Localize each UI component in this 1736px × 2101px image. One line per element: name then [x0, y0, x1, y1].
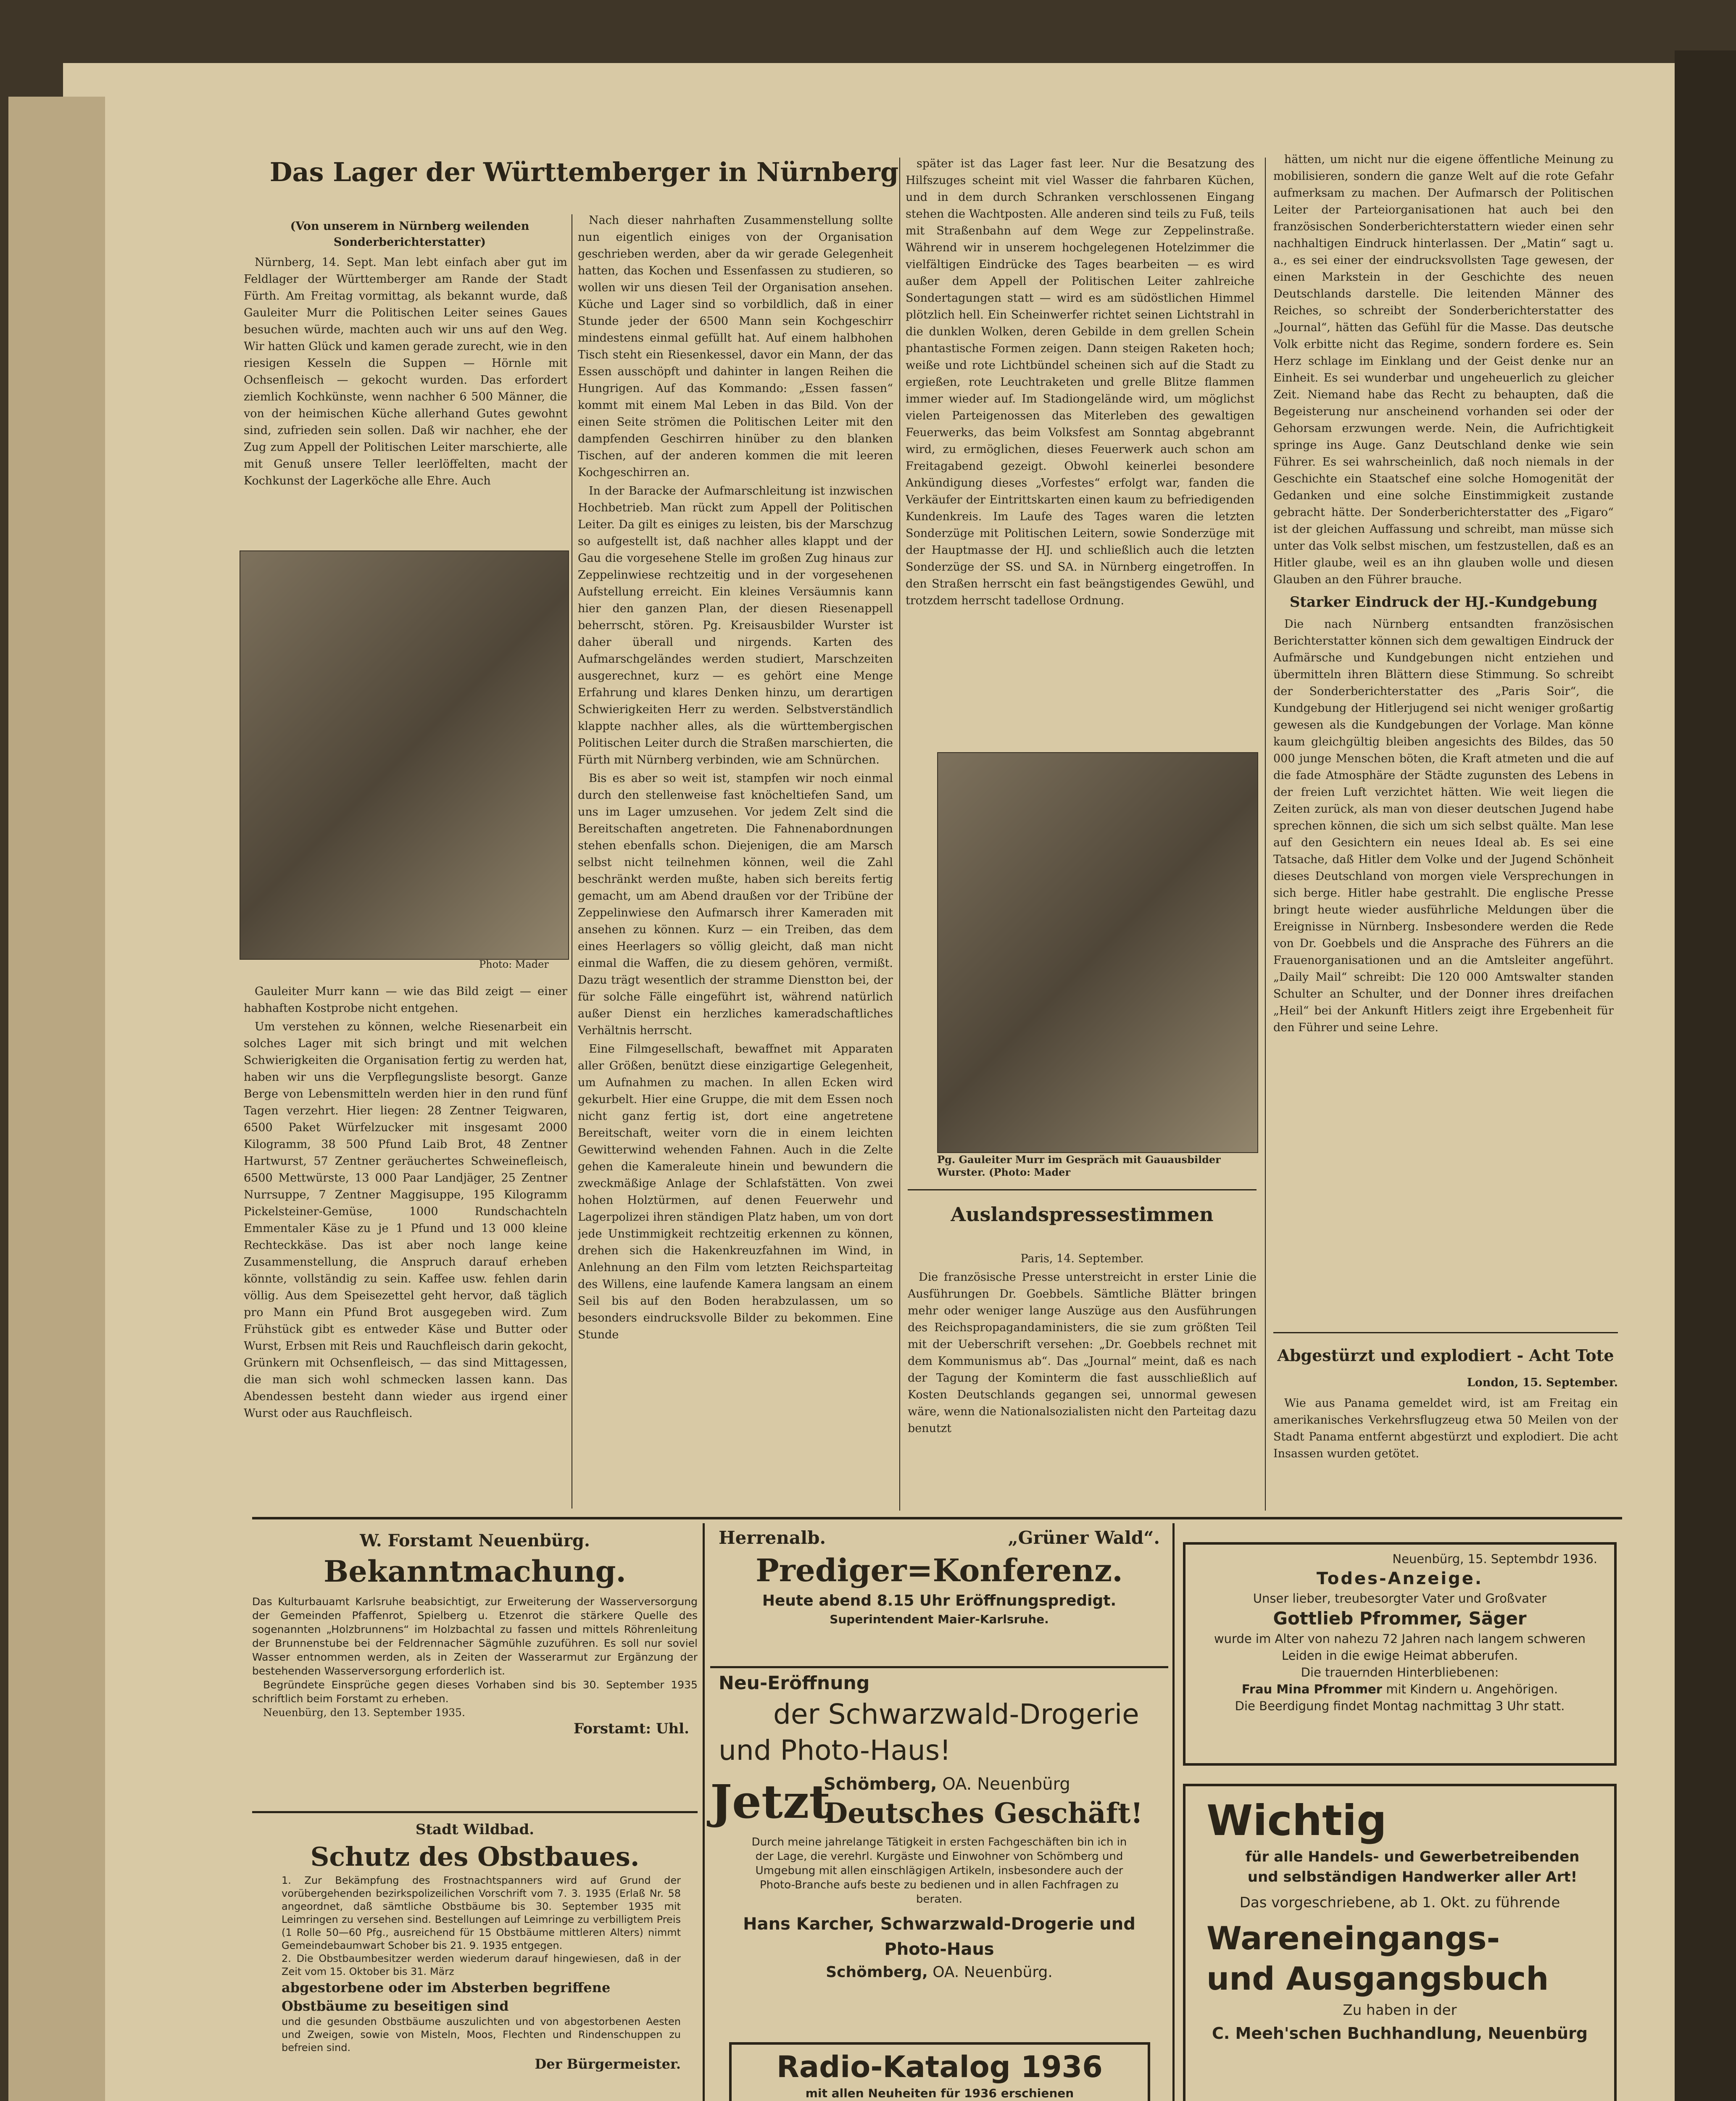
- ad-place-town: Schömberg,: [826, 1964, 928, 1981]
- paragraph: Eine Filmgesellschaft, bewaffnet mit Apparaten aller Größen, benützt diese einzigartige Gelegenheit, um Aufnahmen zu machen. In allen Ecken wird gekurbelt. Hier eine Gruppe, die mit dem Essen noch nicht ganz fertig ist, dort eine angetretene Bereitschaft, weiter vorn die in einem leichten Gewitterwind wehenden Fahnen. Auch in die Zelte gehen die Kameraleute hinein und bewundern die zweckmäßige Anlage der Schlafstätten. Von zwei hohen Holztürmen, auf denen Feuerwehr und Lagerpolizei ihren ständigen Platz haben, um von dort jede Unstimmigkeit rechtzeitig erkennen zu können, drehen sich die Hakenkreuzfahnen im Wind, in Anlehnung an den Film vom letzten Reichsparteitag des Willens, eine laufende Kamera langsam an einem Seil bis auf den Boden herabzulassen, um so besonders eindrucksvolle Bilder zu bekommen. Eine Stunde: [578, 1043, 893, 1341]
- ad-headline: Radio-Katalog 1936: [777, 2050, 1103, 2084]
- ad-text: Das vorgeschriebene, ab 1. Okt. zu führende: [1239, 1894, 1560, 1911]
- ad-place-town: Schömberg,: [824, 1775, 937, 1794]
- binding-edge: [8, 97, 105, 2101]
- ausland-text: [908, 1269, 1257, 1509]
- ad-text: und die gesunden Obstbäume auszulichten und von abgestorbenen Aesten und Zweigen, sowie von Misteln, Moos, Flechten und Rindenschuppen zu befreien sind.: [282, 2016, 681, 2054]
- scan-edge: [1675, 50, 1736, 2101]
- ad-widow-rest: mit Kindern u. Angehörigen.: [1386, 1682, 1558, 1696]
- paragraph: In der Baracke der Aufmarschleitung ist inzwischen Hochbetrieb. Man rückt zum Appell der Politischen Leiter. Da gilt es einiges zu leisten, bis der Marschzug so aufgestellt ist, daß nachher alles klappt und der Gau die vorgesehene Stelle im großen Zug hinaus zur Zeppelinwiese rechtzeitig und in der vorgesehenen Aufstellung erreicht. Ein kleines Versäumnis kann hier den ganzen Plan, der diesen Riesenappell beherrscht, stören. Pg. Kreisausbilder Wurster ist daher überall und nirgends. Karten des Aufmarschgeländes werden studiert, Marschzeiten ausgerechnet, kurz — es gehört eine Menge Erfahrung und klares Denken hinzu, um derartigen Schwierigkeiten Herr zu werden. Selbstverständlich klappte nachher alles, als die württembergischen Politischen Leiter durch die Straßen marschierten, die Fürth mit Nürnberg verbinden, wie am Schnürchen.: [578, 484, 893, 766]
- ad-text: 2. Die Obstbaumbesitzer werden wiederum darauf hingewiesen, daß in der Zeit vom 15. Oktober bis 31. März: [282, 1953, 681, 1977]
- ad-headline: Schutz des Obstbaues.: [310, 1841, 640, 1872]
- photo-kitchen: [240, 550, 569, 960]
- ad-text: für alle Handels- und Gewerbetreibenden: [1245, 1848, 1580, 1865]
- article-title: Das Lager der Württemberger in Nürnberg: [269, 157, 899, 187]
- ad-title: Todes-Anzeige.: [1316, 1569, 1483, 1588]
- ad-title-line: [710, 1525, 1168, 1551]
- paragraph: Nürnberg, 14. Sept. Man lebt einfach aber gut im Feldlager der Württemberger am Rande der Stadt Fürth. Am Freitag vormittag, als bekannt wurde, daß Gauleiter Murr die Politischen Leiter seines Gaues besuchen würde, machten auch wir uns auf den Weg. Wir hatten Glück und kamen gerade zurecht, wie in den riesigen Kesseln die Suppen — Hörnle mit Ochsenfleisch — gekocht wurden. Das erfordert ziemlich Kochkünste, wenn nachher 6 500 Männer, die von der heimischen Küche allerhand Gutes gewohnt sind, zufrieden sein sollen. Daß wir nachher, ehe der Zug zum Appell der Politischen Leiter marschierte, alle mit Genuß unsere Teller leerlöffelten, macht der Kochkunst der Lagerköche alle Ehre. Auch: [244, 256, 567, 487]
- ad-slogan: Deutsches Geschäft!: [824, 1797, 1143, 1830]
- photo-credit: (Photo: Mader: [989, 1166, 1071, 1178]
- ad-drogerie: [710, 1670, 1168, 2032]
- article-col2: [578, 212, 893, 1511]
- ad-place: [824, 1773, 1168, 1796]
- article-col1-top: [244, 254, 567, 548]
- ad-signature: Der Bürgermeister.: [535, 2056, 681, 2072]
- ad-rule: [252, 1811, 698, 1813]
- ad-text: Durch meine jahrelange Tätigkeit in ersten Fachgeschäften bin ich in der Lage, die verehrl. Kurgäste und Einwohner von Schömberg und Umgebung mit allen einschlägigen Artikeln, insbesondere auch der Photo-Branche aufs beste zu bedienen und in allen Fachfragen zu beraten.: [751, 1836, 1127, 1906]
- ad-wichtig: [1183, 1784, 1617, 2101]
- ad-col-rule: [703, 1523, 705, 2101]
- ad-title: W. Forstamt Neuenbürg.: [360, 1531, 590, 1551]
- photo-gauleiter: [937, 752, 1258, 1153]
- ad-survivors: [1185, 1681, 1614, 1698]
- article-col3: [906, 155, 1254, 735]
- subheading: Starker Eindruck der HJ.-Kundgebung: [1289, 594, 1598, 611]
- byline-line: Sonderberichterstatter): [333, 236, 486, 249]
- ad-text: Das Kulturbauamt Karlsruhe beabsichtigt, zur Erweiterung der Wasserversorgung der Gemeinden Pfaffenrot, Spielberg u. Etzenrot die stärkere Quelle des sogenannten „Holzbrunnens“ im Holzbachtal zu fassen und mittels Röhrenleitung der Brunnenstube bei der Feldrennacher Sägmühle zuzuführen. Es soll nur soviel Wasser entnommen werden, als in Zeiten der Wasserarmut zur Ergänzung der bestehenden Wasserversorgung erforderlich ist.: [252, 1595, 698, 1677]
- article-col4: [1273, 151, 1614, 1156]
- ad-text: Zu haben in der: [1343, 2002, 1457, 2019]
- ad-headline: Prediger=Konferenz.: [756, 1553, 1123, 1589]
- ad-bold: abgestorbene oder im Absterben begriffene Obstbäume zu beseitigen sind: [282, 1980, 611, 2014]
- ad-signature: Forstamt: Uhl.: [574, 1720, 689, 1737]
- ad-herrenalb: [710, 1525, 1168, 1664]
- ad-jetzt-right: [824, 1773, 1168, 1831]
- section-rule: [1273, 1332, 1618, 1333]
- ad-jetzt: Jetzt: [710, 1775, 831, 1829]
- ad-place-district: OA. Neuenbürg.: [933, 1964, 1053, 1981]
- ad-rule: [710, 1666, 1168, 1668]
- paragraph: Die französische Presse unterstreicht in erster Linie die Ausführungen Dr. Goebbels. Sämtliche Blätter bringen mehr oder weniger lange Auszüge aus den Ausführungen des Reichspropagandaministers, die sie zum größten Teil mit der Ueberschrift versehen: „Dr. Goebbels rechnet mit dem Kommunismus ab“. Das „Journal“ meint, daß es nach der Tagung der Kominterm die fast ausschließlich auf Kosten Deutschlands gegangen sei, unnormal gewesen wäre, wenn die Nationalsozialisten nicht den Parteitag dazu benutzt: [908, 1271, 1257, 1435]
- ad-headline: Bekanntmachung.: [324, 1554, 626, 1589]
- paragraph: hätten, um nicht nur die eigene öffentliche Meinung zu mobilisieren, sondern die ganze Welt auf die rote Gefahr aufmerksam zu machen. Der Aufmarsch der Politischen Leiter der Parteiorganisationen hat auch bei den französischen Sonderberichterstattern wieder einen sehr nachhaltigen Eindruck hinterlassen. Der „Matin“ sagt u. a., es sei einer der eindrucksvollsten Tage gewesen, der einen Markstein in der Geschichte des neuen Deutschlands darstelle. Die leitenden Männer des Reiches, so schreibt der Sonderberichterstatter des „Journal“, hätten das Gefühl für die Masse. Das deutsche Volk erbitte nicht das Regime, sondern fordere es. Sein Herz schlage im Einklang und der Geist denke nur an Einheit. Es sei wunderbar und ungeheuerlich zu gleicher Zeit. Niemand habe das Recht zu behaupten, daß die Begeisterung nur anscheinend vorhanden sei oder der Gehorsam erzwungen werde. Nein, die Aufrichtigkeit springe ins Auge. Ganz Deutschland denke wie sein Führer. Es sei wahrscheinlich, daß noch niemals in der Geschichte ein Staatschef eine solche Homogenität der Gedanken und eine solche Einstimmigkeit zustande gebracht hätte. Der Sonderberichterstatter des „Figaro“ ist der gleichen Auffassung und schreibt, man müsse sich unter das Volk selbst mischen, um festzustellen, daß es an Hitler glaube, weil es an ihn glauben wolle und diesen Glauben an den Führer brauche.: [1273, 153, 1614, 586]
- ad-jetzt-row: [710, 1773, 1168, 1831]
- crash-text: [1273, 1395, 1618, 1509]
- ad-date: Neuenbürg, den 13. September 1935.: [263, 1706, 465, 1719]
- section-rule: [908, 1189, 1257, 1190]
- ad-text: und selbständigen Handwerker aller Art!: [1247, 1869, 1578, 1885]
- paragraph: Die nach Nürnberg entsandten französischen Berichterstatter können sich dem gewaltigen Eindruck der Aufmärsche und Kundgebungen nicht entziehen und übermitteln ihren Blättern diese Stimmung. So schreibt der Sonderberichterstatter des „Paris Soir“, die Kundgebung der Hitlerjugend sei nicht weniger großartig gewesen als die Kundgebungen der Vorlage. Man könne kaum gleichgültig bleiben angesichts des Bildes, das 50 000 junge Menschen böten, die Kraft atmeten und die auf die fade Atmosphäre der Städte zugunsten des Lebens in der freien Luft verzichtet hätten. Wie weit liegen die Zeiten zurück, als man von dieser deutschen Jugend habe sprechen können, die sich um sich selbst quälte. Man lese auf den Gesichtern ein neues Ideal ab. Es sei eine Tatsache, daß Hitler dem Volke und der Jugend Schönheit dieses Deutschland von morgen viele Versprechungen in sich berge. Hitler habe gestrahlt. Die englische Presse bringt heute wieder ausführliche Meldungen über die Ereignisse in Nürnberg. Insbesondere werden die Rede von Dr. Goebbels und die Ansprache des Führers an die Frauenorganisationen und an die Amtsleiter angeführt. „Daily Mail“ schreibt: Die 120 000 Amtswalter standen Schulter an Schulter, und der Donner ihres dreifachen „Heil“ bei der Ankunft Hitlers zeigt ihre Ergebenheit für den Führer und seine Lehre.: [1273, 618, 1614, 1034]
- ad-text: wurde im Alter von nahezu 72 Jahren nach langem schweren Leiden in die ewige Heimat abberufen.: [1214, 1632, 1586, 1663]
- ad-name: der Schwarzwald-Drogerie: [773, 1698, 1139, 1730]
- paragraph: Nach dieser nahrhaften Zusammenstellung sollte nun eigentlich einiges von der Organisation geschrieben werden, aber da wir gerade Gelegenheit hatten, das Kochen und Essenfassen zu studieren, so wollen wir uns diesen Teil der Organisation ansehen. Küche und Lager sind so vorbildlich, daß in einer Stunde jeder der 6500 Mann sein Kochgeschirr mindestens einmal gefüllt hat. Auf einem halbhohen Tisch steht ein Riesenkessel, davor ein Mann, der das Essen ausschöpft und dahinter in langen Reihen die Hungrigen. Auf das Kommando: „Essen fassen“ kommt mit einem Mal Leben in das Bild. Von der einen Seite strömen die Politischen Leiter mit den dampfenden Geschirren hinüber zu den blanken Tischen, auf der anderen kommen die mit leeren Kochgeschirren an.: [578, 214, 893, 479]
- ad-name: und Photo-Haus!: [719, 1734, 951, 1767]
- ad-text: 1. Zur Bekämpfung des Frostnachtspanners wird auf Grund der vorübergehenden bezirkspolizeilichen Vorschrift vom 7. 3. 1935 (Erlaß Nr. 58 angeordnet, daß sämtliche Obstbäume bis 30. September 1935 mit Leimringen zu versehen sind. Bestellungen auf Leimringe zu verbilligtem Preis (1 Rolle 50—60 Pfg., ausreichend für 15 Obstbäume mittleren Alters) nimmt Gemeindebaumwart Schober bis 21. 9. 1935 entgegen.: [282, 1875, 681, 1951]
- ad-owner: Hans Karcher, Schwarzwald-Drogerie und Photo-Haus: [743, 1914, 1135, 1959]
- paragraph: Bis es aber so weit ist, stampfen wir noch einmal durch den stellenweise fast knöcheltiefen Sand, um uns im Lager umzusehen. Vor jedem Zelt sind die Bereitschaften angetreten. Die Fahnenabordnungen stehen ebenfalls schon. Diejenigen, die am Marsch selbst nicht teilnehmen können, weil die Zahl beschränkt werden mußte, haben sich bereits fertig gemacht, um am Abend draußen vor der Tribüne der Zeppelinwiese den Aufmarsch ihrer Kameraden mit ansehen zu können. Kurz — ein Treiben, das dem eines Heerlagers so völlig gleicht, daß man nicht einmal die Waffen, die zu diesem gehören, vermißt. Dazu trägt wesentlich der stramme Dienstton bei, der für solche Fälle eingeführt ist, während natürlich außer Dienst ein herzliches kameradschaftliches Verhältnis herrscht.: [578, 772, 893, 1037]
- paragraph: Wie aus Panama gemeldet wird, ist am Freitag ein amerikanisches Verkehrsflugzeug etwa 50 Meilen von der Stadt Panama entfernt abgestürzt und explodiert. Die acht Insassen wurden getötet.: [1273, 1397, 1618, 1460]
- ausland-title: Auslandspressestimmen: [951, 1203, 1214, 1226]
- ad-radio: [729, 2042, 1150, 2101]
- byline-line: (Von unserem in Nürnberg weilenden: [290, 220, 529, 233]
- ad-top: Neu-Eröffnung: [719, 1672, 870, 1694]
- ad-widow: Frau Mina Pfrommer: [1241, 1682, 1383, 1696]
- column-rule: [899, 158, 900, 1511]
- crash-title: Abgestürzt und explodiert - Acht Tote: [1277, 1346, 1614, 1365]
- paragraph: Gauleiter Murr kann — wie das Bild zeigt — einer habhaften Kostprobe nicht entgehen.: [244, 985, 567, 1015]
- ad-wildbad: [252, 1815, 698, 2101]
- ads-top-rule: [252, 1517, 1622, 1519]
- ad-text: Begründete Einsprüche gegen dieses Vorhaben sind bis 30. September 1935 schriftlich beim Forstamt zu erheben.: [252, 1679, 698, 1705]
- ad-text: Die trauernden Hinterbliebenen:: [1301, 1665, 1499, 1680]
- ad-speaker: Superintendent Maier-Karlsruhe.: [830, 1612, 1049, 1626]
- article-col1-bottom: [244, 983, 567, 1513]
- ad-sub: mit allen Neuheiten für 1936 erschienen: [805, 2086, 1074, 2100]
- ad-forstamt: [252, 1523, 698, 1813]
- ad-title: Stadt Wildbad.: [415, 1821, 535, 1838]
- ad-hotel: „Grüner Wald“.: [1008, 1527, 1160, 1548]
- paragraph: später ist das Lager fast leer. Nur die Besatzung des Hilfszuges scheint mit viel Wasser die fahrbaren Küchen, und in dem durch Schranken verschlossenen Eingang stehen die Wachtposten. Alle anderen sind teils zu Fuß, teils mit Straßenbahn auf dem Wege zur Zeppelinstraße. Während wir in unserem hochgelegenen Hotelzimmer die vielfältigen Eindrücke des Tages bearbeiten — es wird außer dem Appell der Politischen Leiter zahlreiche Sondertagungen statt — wird es am südöstlichen Himmel plötzlich hell. Ein Scheinwerfer richtet seinen Lichtstrahl in die dunklen Wolken, deren Gebilde in dem grellen Schein phantastische Formen zeigen. Dann steigen Raketen hoch; weiße und rote Lichtbündel scheinen sich auf die Stadt zu ergießen, rote Leuchtraketen und grelle Blitze flammen immer wieder auf. Im Stadiongelände wird, um möglichst vielen Parteigenossen das Miterleben des gewaltigen Feuerwerks, das beim Volksfest am Sonntag abgebrannt wird, zu ermöglichen, dieses Feuerwerk auch schon am Freitagabend gezeigt. Obwohl keinerlei besondere Ankündigung dieses „Vorfestes“ erfolgt war, fanden die Verkäufer der Eintrittskarten einen kaum zu befriedigenden Kundenkreis. Im Laufe des Tages waren die letzten Sonderzüge mit Politischen Leitern, sowie Sonderzüge mit der Hauptmasse der HJ. und schließlich auch die letzten Sonderzüge der SS. und SA. in Nürnberg eingetroffen. In den Straßen herrscht ein fast beängstigendes Gewühl, und trotzdem herrscht tadellose Ordnung.: [906, 157, 1254, 607]
- ad-headline: Wichtig: [1207, 1796, 1387, 1845]
- ad-place: Herrenalb.: [719, 1527, 826, 1548]
- ad-text: Unser lieber, treubesorgter Vater und Großvater: [1253, 1591, 1547, 1606]
- crash-dateline: London, 15. September.: [1467, 1376, 1618, 1389]
- ad-col-rule: [1172, 1523, 1175, 2101]
- ad-shop: C. Meeh'schen Buchhandlung, Neuenbürg: [1212, 2024, 1588, 2043]
- ad-funeral: Die Beerdigung findet Montag nachmittag 3 Uhr statt.: [1235, 1699, 1565, 1713]
- column-rule: [1265, 158, 1266, 1511]
- ad-place-district: OA. Neuenbürg: [942, 1775, 1070, 1794]
- photo-credit: Photo: Mader: [479, 958, 549, 970]
- ad-date: Neuenbürg, 15. Septembdr 1936.: [1392, 1552, 1597, 1566]
- article-byline: [256, 219, 563, 250]
- ad-place: [710, 1962, 1168, 1983]
- caption-text: Pg. Gauleiter Murr im Gespräch mit Gauausbilder Wurster.: [937, 1153, 1221, 1178]
- ad-name: Gottlieb Pfrommer, Säger: [1273, 1608, 1527, 1629]
- ad-big: und Ausgangsbuch: [1207, 1960, 1549, 1997]
- photo-caption: [937, 1153, 1261, 1179]
- ausland-dateline: Paris, 14. September.: [1020, 1252, 1144, 1265]
- ad-big: Wareneingangs-: [1207, 1919, 1500, 1957]
- ad-todes: [1183, 1542, 1617, 1766]
- ad-sub: Heute abend 8.15 Uhr Eröffnungspredigt.: [762, 1592, 1117, 1609]
- paragraph: Um verstehen zu können, welche Riesenarbeit ein solches Lager mit sich bringt und mit welchen Schwierigkeiten die Organisation fertig zu werden hat, haben wir uns die Verpflegungsliste besorgt. Ganze Berge von Lebensmitteln werden hier in den rund fünf Tagen verzehrt. Hier liegen: 28 Zentner Teigwaren, 6500 Paket Würfelzucker mit insgesamt 2000 Kilogramm, 38 500 Pfund Laib Brot, 48 Zentner Hartwurst, 57 Zentner geräuchertes Schweinefleisch, 6500 Mettwürste, 13 000 Paar Landjäger, 25 Zentner Nurrsuppe, 7 Zentner Maggisuppe, 195 Kilogramm Pickelsteiner-Gemüse, 1000 Rundschachteln Emmentaler Käse zu je 1 Pfund und 13 000 kleine Rechteckkäse. Das ist aber noch lange keine Zusammenstellung, die Anspruch darauf erheben könnte, vollständig zu sein. Kaffee usw. fehlen darin völlig. Aus dem Speisezettel geht hervor, daß täglich pro Mann ein Pfund Brot ausgegeben wird. Zum Frühstück gibt es entweder Käse und Butter oder Wurst, Erbsen mit Reis und Rauchfleisch darin gekocht, Grünkern mit Ochsenfleisch, — das sind Mittagessen, die man sich wohl schmecken lassen kann. Das Abendessen besteht dann wieder aus irgend einer Wurst oder aus Rauchfleisch.: [244, 1020, 567, 1420]
